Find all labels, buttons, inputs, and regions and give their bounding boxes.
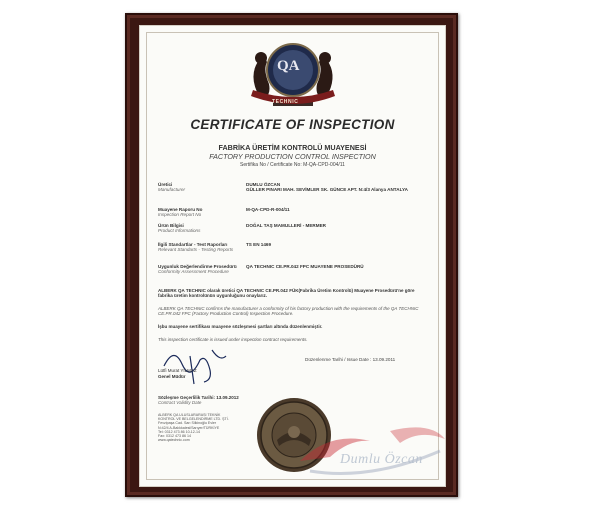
heading-en: FACTORY PRODUCTION CONTROL INSPECTION	[209, 152, 376, 161]
field-label-en: Product Informations	[158, 228, 201, 234]
logo-bottom-text: TECHNIC	[272, 99, 299, 105]
field-value: QA TECHNIC CE.PR.042 FPC MUAYENE PROSEDÜRÜ	[246, 264, 364, 269]
validity-en: Contract Validity Date	[158, 400, 202, 406]
heading-tr: FABRİKA ÜRETİM KONTROLÜ MUAYENESİ	[218, 143, 367, 152]
certificate-number: Sertifika No / Certificate No: M-QA-CPD-004/11	[240, 162, 345, 168]
address-line: N:42/4 A-Balıkkalesi/Sarıyer/TÜRKİYE	[158, 425, 220, 430]
contract-note-tr: İşbu muayene sertifikası muayene sözleşmesi şartları altında düzenlenmiştir.	[158, 324, 323, 329]
field-label-en: Relevant Standarts - Testing Reports	[158, 247, 234, 253]
field-value: TS EN 1469	[246, 242, 272, 247]
field-value: DUMLU ÖZCAN	[246, 182, 281, 187]
issuer-address	[158, 413, 238, 442]
field-label-en: Conformity Assessment Procedure	[158, 269, 229, 275]
address-line: KONTROL VE BELGELENDİRME LTD. ŞTİ.	[158, 417, 229, 422]
address-line: ALBERK QA ULUSLARARASI TEKNİK	[158, 413, 221, 417]
confirmation-tr: ALBERK QA TECHNIC olarak üretici QA TECHNIC CE.PR.042 FÜK(Fabrika Üretim Kontrolü) Muayene Prosedürü'ne göre fabrika üretim kontrolünün uygunluğunu onaylarız.	[158, 288, 415, 299]
address-line: www.qatechnic.com	[158, 438, 190, 443]
field-label-tr: Üretici	[158, 182, 173, 187]
confirmation-en: ALBERK QA TECHNIC confirms the manufacturer a conformity of his factory production with the requirements of the QA TECHNIC CE.PR.042 FPC (Factory Production Control) Inspection Procedure.	[158, 306, 419, 317]
field-value: M-QA-CPD-R-004/11	[246, 207, 290, 212]
contract-validity	[158, 395, 239, 406]
address-line: Tel: 0312 473 86 10-12-14	[158, 429, 200, 434]
field-label-tr: Muayene Raporu No	[158, 207, 203, 212]
field-label-en: Manufacturer	[158, 187, 186, 193]
address-line: Fax: 0312 473 86 14	[158, 434, 191, 439]
certificate-title: CERTIFICATE OF INSPECTION	[190, 117, 395, 132]
logo-letters: QA	[277, 58, 300, 74]
validity-tr: Sözleşme Geçerlilik Tarihi: 13.09.2012	[158, 395, 239, 400]
watermark-text: Dumlu Özcan	[340, 452, 423, 467]
contract-note-en: This inspection certificate is issued under inspection contract requirements.	[158, 337, 308, 342]
field-label-tr: İlgili Standartlar - Test Raporları	[158, 242, 228, 247]
issue-date: Düzenlenme Tarihi / Issue Date : 13.09.2011	[305, 357, 396, 362]
field-value-line2: GÜLLER PINARI MAH. SEVİMLER SK. GÜNCE APT. N:4/3 Alanya ANTALYA	[246, 187, 408, 193]
signatory-role: Genel Müdür	[158, 374, 186, 379]
field-label-tr: Uygunluk Değerlendirme Prosedürü	[158, 264, 237, 269]
field-label-tr: Ürün Bilgisi	[158, 223, 184, 228]
address-line: Fevzipaşa Cad. Sarı Silkinoğlu Evler	[158, 421, 217, 426]
certificate-paper	[139, 25, 446, 487]
signatory-name: Lütfi Murat YILMAZ	[158, 368, 197, 373]
field-value: DOĞAL TAŞ MAMULLERİ - MERMER	[246, 223, 326, 228]
field-label-en: Inspection Report No	[158, 212, 202, 218]
